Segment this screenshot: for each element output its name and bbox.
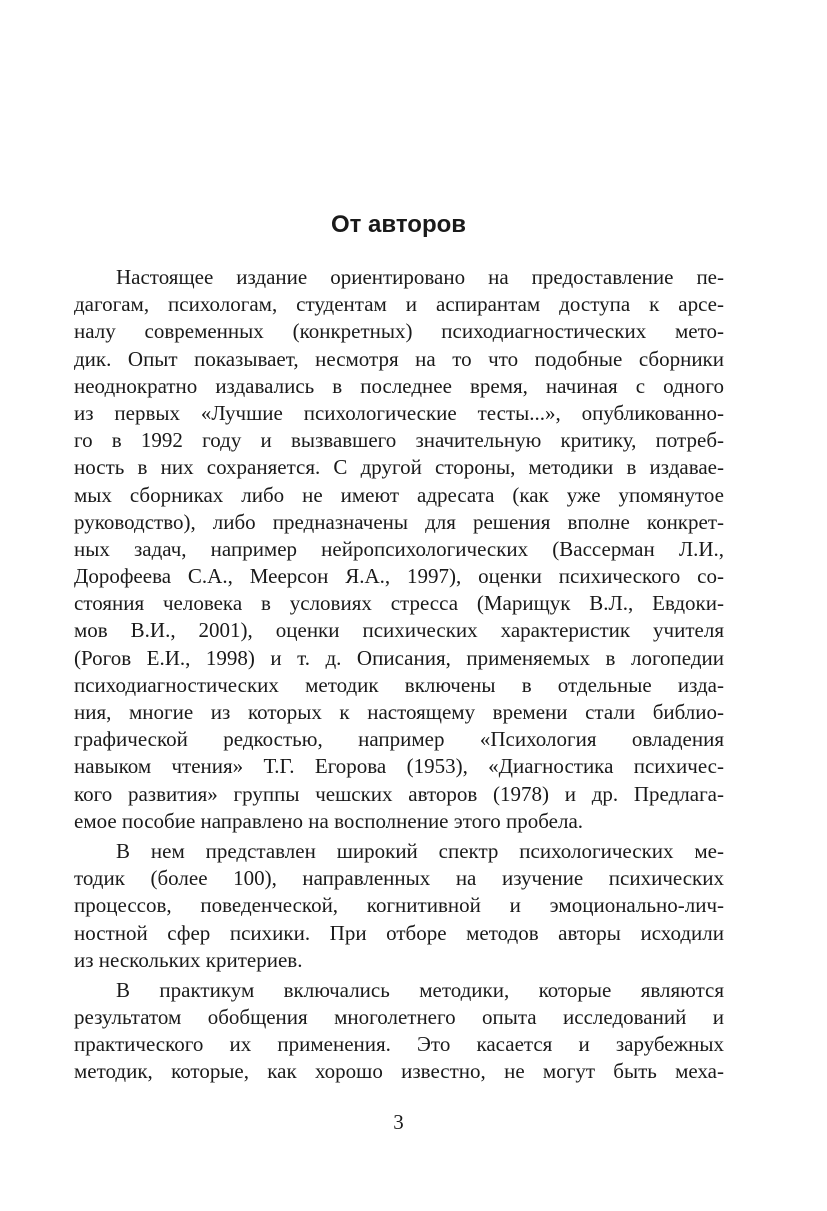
text-line: (Рогов Е.И., 1998) и т. д. Описания, применяемых в логопедии [74, 645, 724, 670]
text-line: Настоящее издание ориентировано на предоставление пе- [116, 265, 724, 289]
text-line: емое пособие направлено на восполнение этого пробела. [74, 808, 584, 833]
text-line: мов В.И., 2001), оценки психических характеристик учителя [74, 618, 724, 643]
text-line: ность в них сохраняется. С другой стороны, методики в издавае- [74, 455, 724, 480]
text-line: неоднократно издавались в последнее время, начиная с одного [74, 373, 724, 398]
text-line: ных задач, например нейропсихологических (Вассерман Л.И., [74, 536, 724, 561]
text-line: из нескольких критериев. [74, 947, 303, 972]
paragraph [74, 977, 724, 1086]
text-line: результатом обобщения многолетнего опыта исследований и [74, 1005, 724, 1030]
text-line: практического их применения. Это касается и зарубежных [74, 1032, 724, 1057]
text-line: стояния человека в условиях стресса (Марищук В.Л., Евдоки- [74, 591, 724, 616]
text-line: В практикум включались методики, которые являются [116, 977, 724, 1002]
section-heading: От авторов [330, 211, 467, 238]
text-line: кого развития» группы чешских авторов (1978) и др. Предлага- [74, 781, 724, 806]
paragraph [74, 264, 724, 835]
text-line: навыком чтения» Т.Г. Егорова (1953), «Диагностика психичес- [74, 754, 724, 779]
page-number: 3 [393, 1110, 404, 1134]
text-line: процессов, поведенческой, когнитивной и эмоционально-лич- [74, 893, 724, 918]
text-line: Дорофеева С.А., Меерсон Я.А., 1997), оценки психического со- [74, 564, 724, 589]
text-line: графической редкостью, например «Психология овладения [74, 727, 724, 752]
text-line: руководство), либо предназначены для решения вполне конкрет- [74, 509, 724, 534]
text-line: дагогам, психологам, студентам и аспирантам доступа к арсе- [74, 292, 724, 317]
text-line: ностной сфер психики. При отборе методов авторы исходили [74, 920, 724, 945]
text-line: методик, которые, как хорошо известно, не могут быть меха- [74, 1059, 724, 1084]
paragraph [74, 838, 724, 974]
text-line: налу современных (конкретных) психодиагностических мето- [74, 319, 724, 344]
text-line: дик. Опыт показывает, несмотря на то что подобные сборники [74, 346, 724, 371]
text-line: го в 1992 году и вызвавшего значительную критику, потреб- [74, 428, 724, 453]
body-text [74, 264, 724, 1086]
text-line: мых сборниках либо не имеют адресата (как уже упомянутое [74, 482, 724, 507]
text-line: тодик (более 100), направленных на изучение психических [74, 866, 724, 891]
text-line: В нем представлен широкий спектр психологических ме- [116, 838, 724, 863]
text-line: психодиагностических методик включены в отдельные изда- [74, 672, 724, 697]
text-line: из первых «Лучшие психологические тесты...», опубликованно- [74, 400, 724, 425]
text-line: ния, многие из которых к настоящему времени стали библио- [74, 700, 724, 724]
